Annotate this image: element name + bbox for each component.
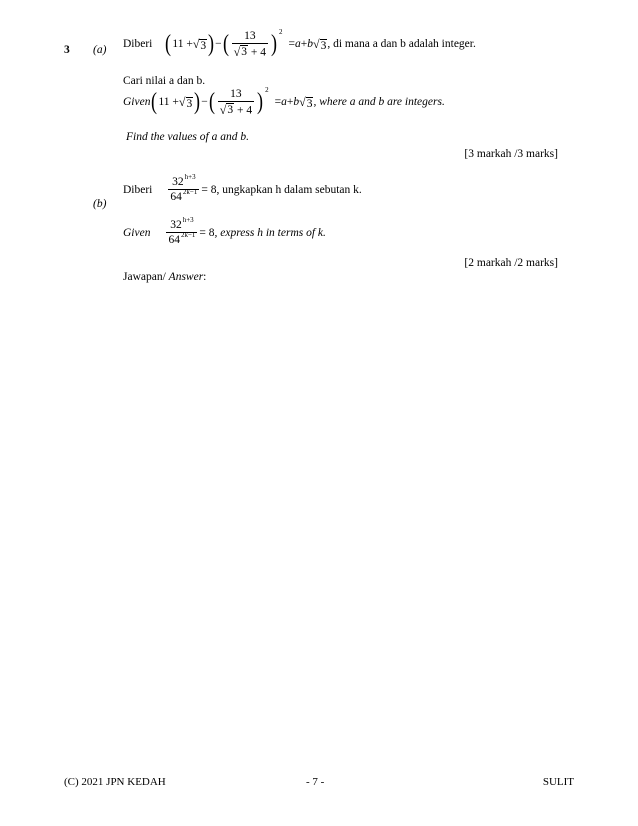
eq-a-fraction: 13 √ 3 + 4 (233, 30, 267, 59)
part-b-en-rest: , express h in terms of k. (214, 226, 326, 239)
eq-b-fraction: $\frac{32^{h+3}}{64^{2k-1}}$ (170, 173, 198, 204)
part-a-ms-find: Cari nilai a dan b. (123, 75, 206, 87)
part-b-en-equation: Given $\frac{32^{h+3}}{64^{2k-1}}$ = 8 , express h in terms of k. (123, 216, 326, 247)
part-b-label: (b) (93, 198, 107, 210)
part-b-ms-rest: , ungkapkan h dalam sebutan k. (216, 183, 362, 196)
footer-copyright: (C) 2021 JPN KEDAH (64, 776, 166, 788)
part-b-en-given: Given (123, 226, 151, 239)
part-a-label: (a) (93, 44, 107, 56)
part-a-ms-equation: Diberi ( 11 + √ 3 ) − ( 13 √ 3 + 4 ) 2 = a + b √ 3 , di mana a dan b adalah integer. (123, 28, 476, 59)
sqrt-3-term: √ 3 (192, 36, 207, 52)
footer-page-number: - 7 - (306, 776, 325, 788)
part-b-ms-equation (123, 173, 362, 204)
part-a-en-condition: , where a and b are integers. (313, 96, 445, 109)
footer-classification: SULIT (542, 776, 574, 788)
part-a-en-equation: Given ( 11 + √ 3 ) − ( 13 √ 3 + 4 ) 2 = a + b √ 3 , where a and b are integers. (123, 86, 445, 117)
part-a-marks: [3 markah /3 marks] (464, 148, 558, 160)
eq-a-first-term: 11 + (172, 38, 193, 51)
part-b-marks: [2 markah /2 marks] (464, 257, 558, 269)
eq-a-exponent: 2 (279, 28, 283, 37)
part-a-en-given: Given (123, 96, 151, 109)
eq-b-rhs: = 8 (201, 183, 217, 196)
eq-a-minus: − (215, 38, 222, 51)
question-number: 3 (64, 44, 70, 56)
part-a-en-find: Find the values of a and b. (126, 131, 249, 143)
part-a-ms-given: Diberi (123, 38, 153, 51)
part-b-ms-given: Diberi (123, 183, 153, 196)
part-a-ms-condition: , di mana a dan b adalah integer. (327, 38, 476, 51)
answer-label: Jawapan/ Answer: (123, 271, 207, 283)
